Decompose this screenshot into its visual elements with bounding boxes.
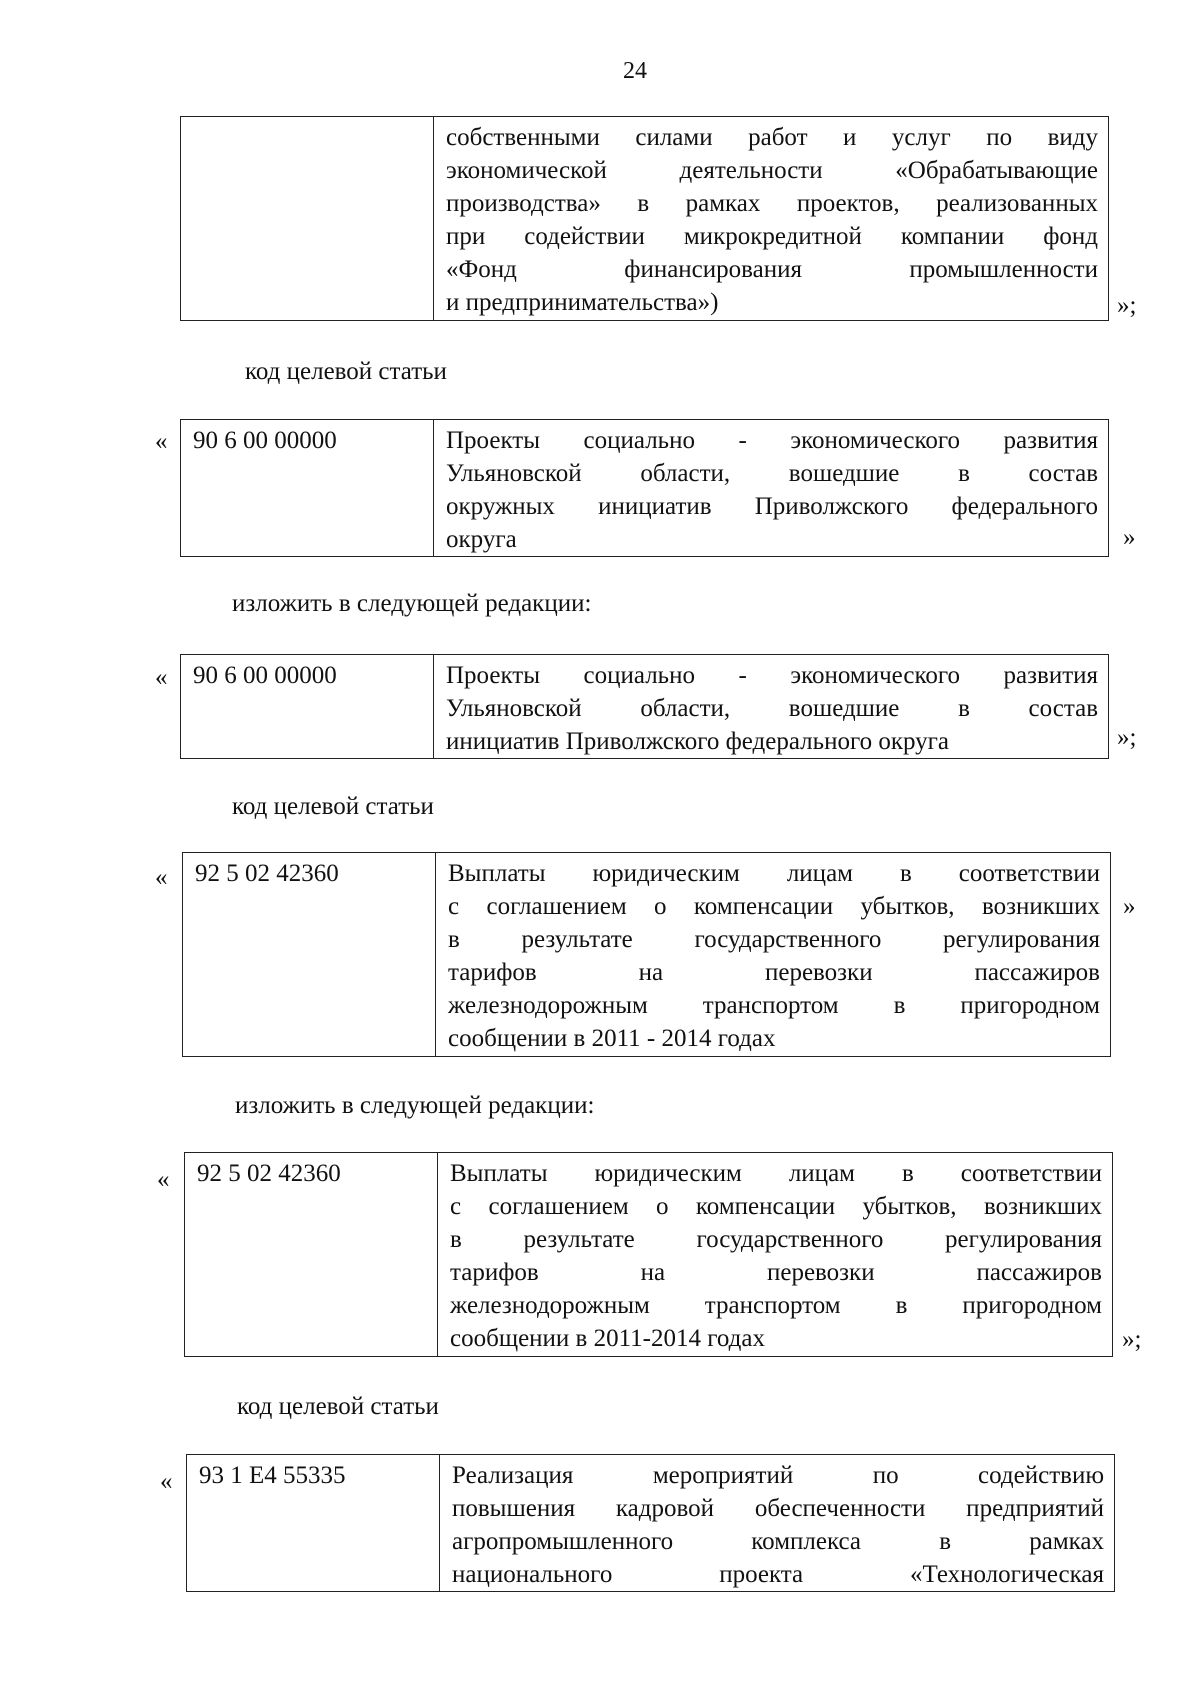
description-line: национального проекта «Технологическая: [452, 1561, 1104, 1588]
description-line: и предпринимательства»): [446, 289, 719, 316]
page-number: 24: [623, 58, 647, 84]
description-line: при содействии микрокредитной компании фонд: [446, 223, 1098, 250]
section-label: код целевой статьи: [232, 793, 434, 820]
closing-quote: »;: [1117, 292, 1137, 319]
description-line: Реализация мероприятий по содействию: [452, 1462, 1104, 1489]
description-line: Проекты социально - экономического развития: [446, 662, 1098, 689]
description-cell: [440, 1455, 1115, 1592]
code-cell: 90 6 00 00000: [181, 420, 434, 557]
description-cell: [434, 655, 1109, 759]
section-label: код целевой статьи: [245, 358, 447, 385]
description-line: агропромышленного комплекса в рамках: [452, 1528, 1104, 1555]
code-cell: 90 6 00 00000: [181, 655, 434, 759]
description-line: Выплаты юридическим лицам в соответствии: [450, 1160, 1102, 1187]
description-line: с соглашением о компенсации убытков, возникших: [450, 1193, 1102, 1220]
section-label: изложить в следующей редакции:: [235, 1092, 595, 1119]
description-line: с соглашением о компенсации убытков, возникших: [448, 893, 1100, 920]
code-table-1: [180, 116, 1109, 321]
description-line: окружных инициатив Приволжского федерального: [446, 493, 1098, 520]
code-table-2: [180, 419, 1109, 557]
closing-quote: »;: [1122, 1326, 1142, 1353]
opening-quote: «: [157, 1166, 170, 1193]
section-label: код целевой статьи: [237, 1393, 439, 1420]
description-line: тарифов на перевозки пассажиров: [448, 959, 1100, 986]
code-cell: [181, 117, 434, 321]
description-line: сообщении в 2011 - 2014 годах: [448, 1025, 776, 1052]
code-cell: 93 1 E4 55335: [187, 1455, 440, 1592]
opening-quote: «: [160, 1468, 173, 1495]
closing-quote: »: [1123, 893, 1136, 920]
closing-quote: »: [1123, 524, 1136, 551]
code-cell: 92 5 02 42360: [183, 853, 436, 1057]
description-line: Ульяновской области, вошедшие в состав: [446, 460, 1098, 487]
description-line: «Фонд финансирования промышленности: [446, 256, 1098, 283]
description-line: повышения кадровой обеспеченности предприятий: [452, 1495, 1104, 1522]
description-line: экономической деятельности «Обрабатывающие: [446, 157, 1098, 184]
description-line: железнодорожным транспортом в пригородном: [450, 1292, 1102, 1319]
description-cell: [434, 420, 1109, 557]
description-line: тарифов на перевозки пассажиров: [450, 1259, 1102, 1286]
opening-quote: «: [155, 428, 168, 455]
description-cell: [436, 853, 1111, 1057]
description-line: Проекты социально - экономического развития: [446, 427, 1098, 454]
description-line: собственными силами работ и услуг по виду: [446, 124, 1098, 151]
closing-quote: »;: [1117, 724, 1137, 751]
code-table-3: [180, 654, 1109, 759]
code-cell: 92 5 02 42360: [185, 1153, 438, 1357]
opening-quote: «: [155, 864, 168, 891]
description-line: инициатив Приволжского федерального округа: [446, 728, 949, 755]
description-line: сообщении в 2011-2014 годах: [450, 1325, 765, 1352]
code-table-5: [184, 1152, 1113, 1357]
description-line: округа: [446, 526, 517, 553]
description-line: в результате государственного регулирования: [448, 926, 1100, 953]
description-line: производства» в рамках проектов, реализованных: [446, 190, 1098, 217]
description-line: железнодорожным транспортом в пригородном: [448, 992, 1100, 1019]
description-line: в результате государственного регулирования: [450, 1226, 1102, 1253]
description-line: Ульяновской области, вошедшие в состав: [446, 695, 1098, 722]
description-cell: [434, 117, 1109, 321]
description-line: Выплаты юридическим лицам в соответствии: [448, 860, 1100, 887]
opening-quote: «: [155, 664, 168, 691]
description-cell: [438, 1153, 1113, 1357]
code-table-6: [186, 1454, 1115, 1592]
section-label: изложить в следующей редакции:: [232, 590, 592, 617]
code-table-4: [182, 852, 1111, 1057]
